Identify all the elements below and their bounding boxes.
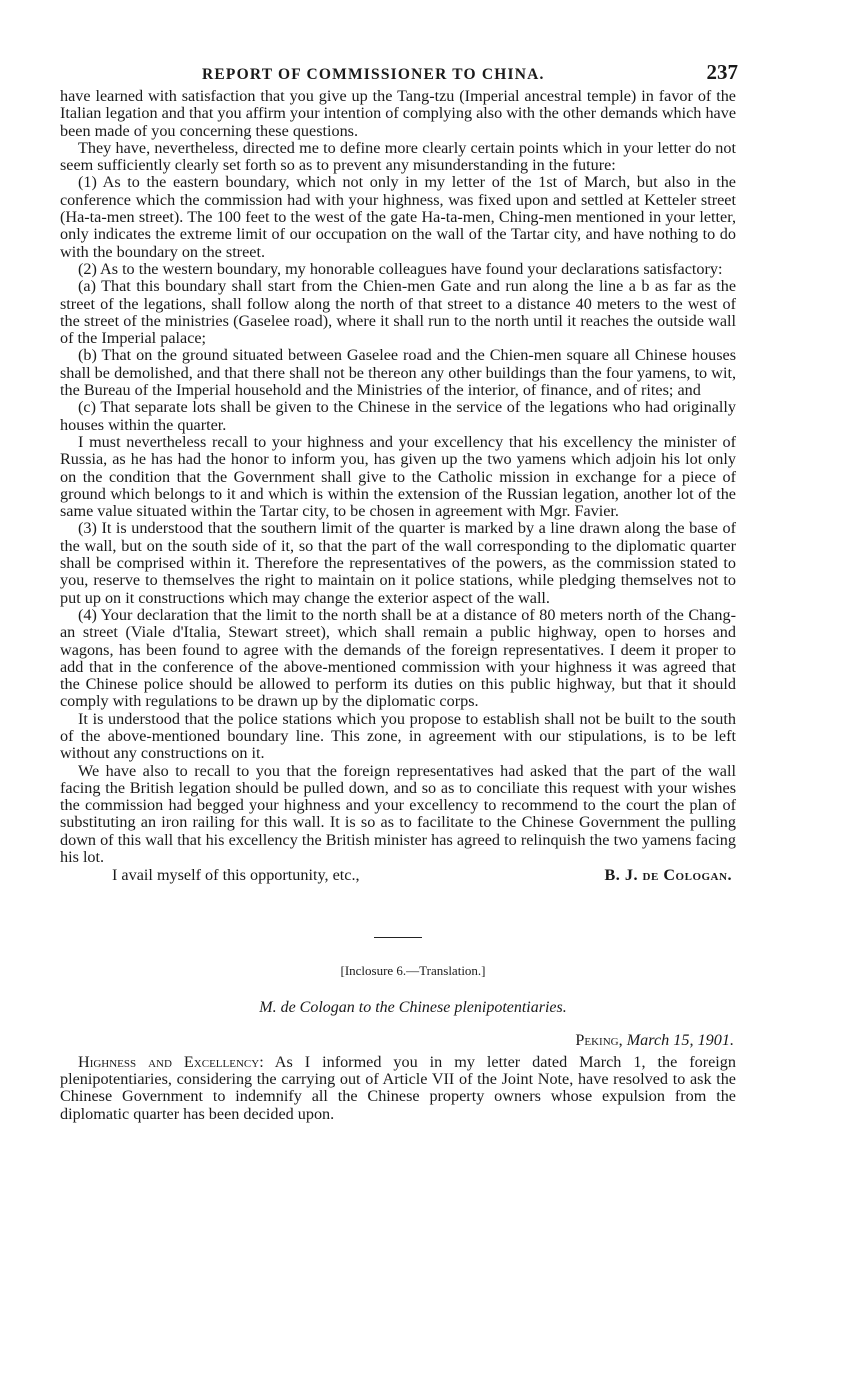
section-divider xyxy=(374,937,422,938)
paragraph: have learned with satisfaction that you give up the Tang-tzu (Imperial ancestral temple) in favor of the Italian legation and that you affirm your intention of complying also with the other demands which have been made of you concerning these questions. xyxy=(60,87,736,140)
paragraph: (1) As to the eastern boundary, which not only in my letter of the 1st of March, but also in the conference which the commission had with your highness, was fixed upon and settled at Ketteler street (Ha-ta-men street). The 100 feet to the west of the gate Ha-ta-men, Ching-men mentioned in your letter, only indicates the extreme limit of our occupation on the wall of the Tartar city, and have nothing to do with the boundary on the street. xyxy=(60,173,736,261)
dateline xyxy=(60,1031,736,1050)
paragraph: (b) That on the ground situated between Gaselee road and the Chien-men square all Chinese houses shall be demolished, and that there shall not be thereon any other buildings than the four yamens, to wit, the Bureau of the Imperial household and the Ministries of the interior, of finance, and of rites; and xyxy=(60,346,736,400)
inclosure-body xyxy=(60,1054,736,1123)
dateline-place: Peking, xyxy=(575,1030,623,1049)
paragraph: It is understood that the police stations which you propose to establish shall not be built to the south of the above-mentioned boundary line. This zone, in agreement with our stipulations, is to be left without any constructions on it. xyxy=(60,709,736,763)
paragraph: (2) As to the western boundary, my honorable colleagues have found your declarations satisfactory: xyxy=(78,259,723,278)
page-header xyxy=(60,58,736,88)
paragraph: (4) Your declaration that the limit to the north shall be at a distance of 80 meters north of the Chang-an street (Viale d'Italia, Stewart street), which shall remain a public highway, open to horses and wagons, has been found to agree with the demands of the foreign representatives. I deem it proper to add that in the conference of the above-mentioned commission with your highness it was agreed that the Chinese police should be allowed to perform its duties on this public highway, but that it should comply with regulations to be drawn up by the diplomatic corps. xyxy=(60,605,736,711)
inclosure-text: As I informed you in my letter dated March 1, the foreign plenipotentiaries, considering the carrying out of Article VII of the Joint Note, have resolved to ask the Chinese Government to indemnify all the Chinese property owners whose expulsion from the diplomatic quarter has been decided upon. xyxy=(60,1052,736,1123)
paragraph: (3) It is understood that the southern limit of the quarter is marked by a line drawn along the base of the wall, but on the south side of it, so that the part of the wall corresponding to the diplomatic quarter shall be comprised within it. Therefore the representatives of the powers, as the commission stated to you, reserve to themselves the right to maintain on it police stations, while pledging themselves not to put up on it constructions which may change the exterior aspect of the wall. xyxy=(60,519,736,607)
salutation: Highness and Excellency: xyxy=(78,1052,264,1071)
paragraph: (c) That separate lots shall be given to the Chinese in the service of the legations who had originally houses within the quarter. xyxy=(60,398,736,434)
document-title: M. de Cologan to the Chinese plenipotentiaries. xyxy=(259,998,567,1016)
paragraph: They have, nevertheless, directed me to define more clearly certain points which in your letter do not seem sufficiently clearly set forth so as to prevent any misunderstanding in the future: xyxy=(60,138,736,175)
paragraph xyxy=(60,1054,736,1123)
closing-text: I avail myself of this opportunity, etc., xyxy=(112,866,360,885)
inclosure-label: [Inclosure 6.—Translation.] xyxy=(340,962,486,978)
signoff xyxy=(60,867,736,884)
dateline-date: March 15, 1901. xyxy=(626,1030,734,1049)
letter-body xyxy=(60,88,736,885)
paragraph: I must nevertheless recall to your highness and your excellency that his excellency the minister of Russia, as he has had the honor to inform you, has given up the two yamens which adjoin his lot only on the condition that the Government shall give to the Catholic mission in exchange for a piece of ground which belongs to it and which is within the extension of the Russian legation, another lot of the same value situated within the Tartar city, to be chosen in agreement with Mgr. Favier. xyxy=(60,432,736,521)
running-title: REPORT OF COMMISSIONER TO CHINA. xyxy=(202,66,545,83)
paragraph: We have also to recall to you that the foreign representatives had asked that the part of the wall facing the British legation should be pulled down, and so as to conciliate this request with your wishes the commission had begged your highness and your excellency to recommend to the court the plan of substituting an iron railing for this wall. It is so as to facilitate to the Chinese Government the pulling down of this wall that his excellency the British minister has agreed to relinquish the two yamens facing his lot. xyxy=(60,761,736,867)
page-number: 237 xyxy=(706,60,738,84)
signer-name: B. J. de Cologan. xyxy=(604,866,732,885)
paragraph: (a) That this boundary shall start from the Chien-men Gate and run along the line a b as far as the street of the legations, shall follow along the north of that street to a distance 40 meters to the west of the street of the ministries (Gaselee road), where it shall run to the north until it reaches the outside wall of the Imperial palace; xyxy=(60,277,736,348)
